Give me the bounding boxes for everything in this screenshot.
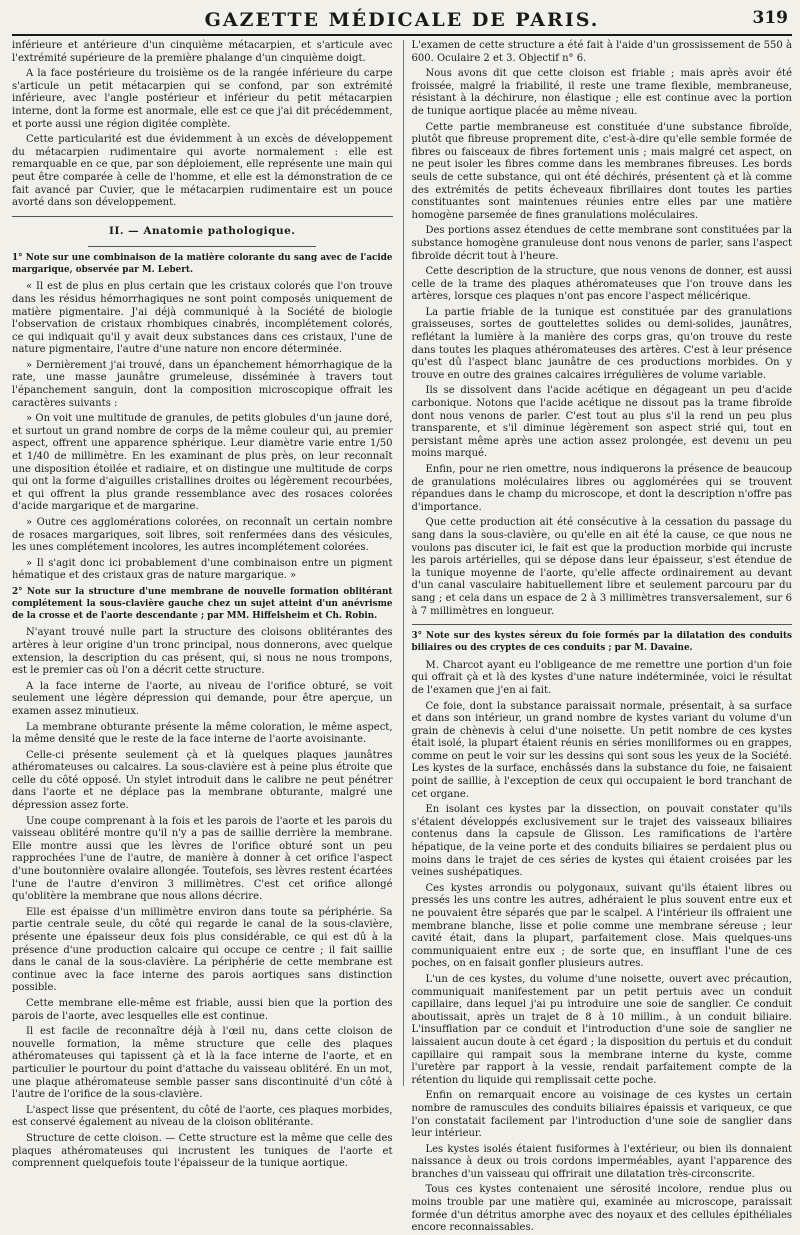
paragraph: M. Charcot ayant eu l'obligeance de me remettre une portion d'un foie qui offrait çà et là des kystes d'une nature indéterminée, voici le résultat de l'examen que j'en ai fait. (411, 659, 792, 696)
page-header (12, 6, 792, 36)
paragraph: En isolant ces kystes par la dissection, on pouvait constater qu'ils s'étaient développés exclusivement sur le trajet des vaisseaux biliaires contenus dans la capsule de Glisson. Les ramifications de l'artère hépatique, de la veine porte et des conduits biliaires se perdaient plus ou moins dans le trajet de ces séries de kystes qui étaient croisées par les veines sushépatiques. (411, 804, 792, 879)
paragraph: N'ayant trouvé nulle part la structure des cloisons oblitérantes des artères à leur origine d'un tronc principal, nous donnerons, avec quelque extension, la description du cas présent, qui, si nous ne nous trompons, est le premier cas où l'on a décrit cette structure. (12, 627, 393, 677)
paragraph: Celle-ci présente seulement çà et là quelques plaques jaunâtres athéromateuses ou calcaires. La sous-clavière est à peine plus étroite que celle du côté opposé. Un stylet introduit dans le calibre ne peut pénétrer dans l'aorte et ne déplace pas la membrane obturante, malgré une dépression assez forte. (12, 749, 393, 812)
paragraph: Cette membrane elle-même est friable, aussi bien que la portion des parois de l'aorte, avec lesquelles elle est continue. (12, 997, 393, 1022)
paragraph: Tous ces kystes contenaient une sérosité incolore, rendue plus ou moins trouble par une matière qui, examinée au microscope, paraissait formée d'un détritus amorphe avec des noyaux et des cellules épithéliales encore reconnaissables. (411, 1184, 792, 1234)
paragraph: Nous avons dit que cette cloison est friable ; mais après avoir été froissée, malgré la friabilité, il reste une trame flexible, membraneuse, résistant à la déchirure, non élastique ; elle est continue avec la portion de tunique aortique placée au même niveau. (411, 68, 792, 117)
paragraph: Que cette production ait été consécutive à la cessation du passage du sang dans la sous-clavière, ou qu'elle en ait été la cause, ce que nous ne voulons pas discuter ici, le fait est que la production morbide qui incruste les parois artérielles, qui se dépose dans leur épaisseur, s'est étendue de la tunique moyenne de l'aorte, qu'elle affecte ordinairement au devant d'un canal vasculaire habituellement libre et seulement parcouru par du sang ; et cela dans un espace de 2 à 3 millimètres transversalement, sur 6 à 7 millimètres en longueur. (411, 517, 792, 617)
note-divider (412, 624, 793, 625)
paragraph: Ces kystes arrondis ou polygonaux, suivant qu'ils étaient libres ou pressés les uns contre les autres, adhéraient le plus souvent entre eux et ne pouvaient être séparés que par le scalpel. A l'intérieur ils offraient une membrane blanche, lisse et polie comme une membrane séreuse ; leur cavité était, dans la plupart, parfaitement close. Mais quelques-uns communiquaient entre eux ; de sorte que, en insufflant l'une de ces poches, on en faisait gonfler plusieurs autres. (411, 882, 792, 970)
columns (12, 40, 792, 1234)
paragraph: Une coupe comprenant à la fois et les parois de l'aorte et les parois du vaisseau oblitéré montre qu'il n'y a pas de saillie derrière la membrane. Elle montre aussi que les lèvres de l'orifice obturé sont un peu rapprochées l'une de l'autre, de manière à donner à cet orifice l'aspect d'une boutonnière ovalaire allongée. Toutefois, ses lèvres restent écartées l'une de l'autre d'environ 3 millimètres. C'est cet orifice allongé qu'oblitère la membrane que nous allons décrire. (12, 815, 393, 903)
paragraph: inférieure et antérieure d'un cinquième métacarpien, et s'articule avec l'extrémité supérieure de la première phalange d'un cinquième doigt. (12, 40, 393, 64)
paragraph: Il est facile de reconnaître déjà à l'œil nu, dans cette cloison de nouvelle formation, la même structure que celle des plaques athéromateuses qui tapissent çà et là la face interne de l'aorte, et en particulier le pourtour du point d'attache du vaisseau oblitéré. En un mot, une plaque athéromateuse semble passer sans discontinuité d'un côté à l'autre de l'orifice de la sous-clavière. (12, 1026, 393, 1101)
paragraph: Ce foie, dont la substance paraissait normale, présentait, à sa surface et dans son intérieur, un grand nombre de kystes variant du volume d'un grain de chènevis à celui d'une noisette. Un petit nombre de ces kystes était isolé, la plupart étaient réunis en séries moniliformes ou en grappes, comme on peut le voir sur les dessins qui sont sous les yeux de la Société. Les kystes de la surface, enchâssés dans la substance du foie, ne faisaient point de saillie, à l'exception de ceux qui occupaient le bord tranchant de cet organe. (411, 700, 792, 800)
note-heading: 2° Note sur la structure d'une membrane de nouvelle formation oblitérant complétement la sous-clavière gauche chez un sujet atteint d'un anévrisme de la crosse et de l'aorte descendante ; par MM. Hiffelsheim et Ch. Robin. (12, 586, 393, 621)
section-divider (12, 216, 393, 217)
page-number: 319 (752, 8, 788, 28)
left-column (12, 40, 393, 1170)
paragraph: Cette description de la structure, que nous venons de donner, est aussi celle de la trame des plaques athéromateuses que l'on trouve dans les artères, lorsque ces plaques n'ont pas encore l'aspect mélicérique. (411, 266, 792, 303)
paragraph: Ils se dissolvent dans l'acide acétique en dégageant un peu d'acide carbonique. Notons que l'acide acétique ne dissout pas la trame fibroïde dont nous venons de parler. C'est tout au plus s'il la rend un peu plus transparente, et s'il diminue légèrement son aspect strié qui, tout en persistant même après une action assez prolongée, est devenu un peu moins marqué. (411, 385, 792, 460)
paragraph: L'un de ces kystes, du volume d'une noisette, ouvert avec précaution, communiquait manifestement par un petit pertuis avec un conduit capillaire, dans lequel j'ai pu introduire une soie de sanglier. Ce conduit aboutissait, après un trajet de 8 à 10 millim., à un conduit biliaire. L'insufflation par ce conduit et l'introduction d'une soie de sanglier ne laissaient aucun doute à cet égard ; la disposition du pertuis et du conduit capillaire qui rampait sous la membrane interne du kyste, comme l'uretère par rapport à la vessie, rendait parfaitement compte de la rétention du liquide qui remplissait cette poche. (411, 973, 792, 1086)
paragraph: A la face postérieure du troisième os de la rangée inférieure du carpe s'articule un petit métacarpien qui se confond, par son extrémité inférieure, avec l'angle postérieur et inférieur du petit métacarpien interne, dont la forme est anormale, elle est ce que j'ai dit précédemment, et porte aussi une région digitée complète. (12, 68, 393, 130)
right-column (403, 40, 793, 1234)
paragraph: Cette partie membraneuse est constituée d'une substance fibroïde, plutôt que fibreuse proprement dite, c'est-à-dire qu'elle semble formée de fibres ou faisceaux de fibres fortement unis ; mais malgré cet aspect, on ne peut isoler les fibres comme dans les membranes fibreuses. Les bords seuls de cette substance, qui ont été déchirés, présentent çà et là comme des extrémités de petits écheveaux fibrillaires dont toutes les parties constituantes sont maintenues réunies entre elles par une matière homogène parsemée de fines granulations moléculaires. (411, 121, 792, 221)
paragraph: « Il est de plus en plus certain que les cristaux colorés que l'on trouve dans les résidus hémorrhagiques ne sont point composés uniquement de matière pigmentaire. J'ai déjà communiqué à la Société de biologie l'observation de cristaux rhombiques cinabrés, incomplétement colorés, ce qui indiquait qu'il y avait deux substances dans ces cristaux, l'une de nature pigmentaire, l'autre d'une nature non encore déterminée. (12, 281, 393, 356)
section-title: II. — Anatomie pathologique. (109, 224, 296, 237)
paragraph: » Il s'agit donc ici probablement d'une combinaison entre un pigment hématique et des cristaux gras de nature margarique. » (12, 557, 393, 582)
journal-title: GAZETTE MÉDICALE DE PARIS. (204, 9, 600, 31)
paragraph: Enfin on remarquait encore au voisinage de ces kystes un certain nombre de ramuscules des conduits biliaires épaissis et variqueux, ce que l'on constatait facilement par l'introduction d'une soie de sanglier dans leur intérieur. (411, 1090, 792, 1140)
paragraph: Enfin, pour ne rien omettre, nous indiquerons la présence de beaucoup de granulations moléculaires libres ou agglomérées qui se trouvent répandues dans le champ du microscope, et dont la description n'offre pas d'importance. (411, 464, 792, 513)
paragraph: Des portions assez étendues de cette membrane sont constituées par la substance homogène granuleuse dont nous venons de parler, sans l'aspect fibroïde décrit tout à l'heure. (411, 225, 792, 262)
paragraph: » Dernièrement j'ai trouvé, dans un épanchement hémorrhagique de la rate, une masse jaunâtre grumeleuse, disséminée à travers tout l'épanchement sanguin, dont la composition microscopique offrait les caractères suivants : (12, 359, 393, 409)
note-heading: 1° Note sur une combinaison de la matière colorante du sang avec de l'acide margarique, observée par M. Lebert. (12, 252, 393, 275)
paragraph: Structure de cette cloison. — Cette structure est la même que celle des plaques athéromateuses qui incrustent les tuniques de l'aorte et comprennent quelquefois toute l'épaisseur de la tunique aortique. (12, 1132, 393, 1170)
section-divider (88, 246, 316, 247)
paragraph: La partie friable de la tunique est constituée par des granulations graisseuses, sortes de gouttelettes solides ou demi-solides, jaunâtres, reflétant la lumière à la manière des corps gras, qu'on trouve du reste dans toutes les plaques athéromateuses des artères. C'est à leur présence qu'est dû l'aspect blanc jaunâtre de ces productions morbides. On y trouve en outre des graines calcaires irrégulières de volume variable. (411, 306, 792, 381)
paragraph: » On voit une multitude de granules, de petits globules d'un jaune doré, et surtout un grand nombre de corps de la même couleur qui, au premier aspect, offrent une apparence sphérique. Leur diamètre varie entre 1/50 et 1/40 de millimètre. En les examinant de plus près, on leur reconnaît une disposition étoilée et radiaire, et on distingue une multitude de corps qui ont la forme d'aiguilles cristallines droites ou légèrement recourbées, et qui offrent la plus grande ressemblance avec des rosaces colorées d'acide margarique et de margarine. (12, 413, 393, 513)
note-heading: 3° Note sur des kystes séreux du foie formés par la dilatation des conduits biliaires ou des cryptes de ces conduits ; par M. Davaine. (411, 631, 792, 653)
paragraph: » Outre ces agglomérations colorées, on reconnaît un certain nombre de rosaces margariques, soit libres, soit renfermées dans des vésicules, les unes complétement incolores, les autres incomplétement colorées. (12, 517, 393, 554)
paragraph: Les kystes isolés étaient fusiformes à l'extérieur, ou bien ils donnaient naissance à deux ou trois cordons imperméables, ayant l'apparence des branches d'un vaisseau qui offrirait une dilatation très-circonscrite. (411, 1143, 792, 1180)
paragraph: L'aspect lisse que présentent, du côté de l'aorte, ces plaques morbides, est conservé également au niveau de la cloison oblitérante. (12, 1104, 393, 1129)
paragraph: La membrane obturante présente la même coloration, le même aspect, la même densité que le reste de la face interne de l'aorte avoisinante. (12, 721, 393, 746)
paragraph: A la face interne de l'aorte, au niveau de l'orifice obturé, se voit seulement une légère dépression qui demande, pour être aperçue, un examen assez minutieux. (12, 680, 393, 717)
paragraph: Cette particularité est due évidemment à un excès de développement du métacarpien rudimentaire qui avorte normalement : elle est remarquable en ce que, par son déploiement, elle représente une main qui peut être comparée à celle de l'homme, et elle est la démonstration de ce fait avancé par Cuvier, que le métacarpien rudimentaire est un pouce avorté dans son développement. (12, 134, 393, 209)
paragraph: Elle est épaisse d'un millimètre environ dans toute sa périphérie. Sa partie centrale seule, du côté qui regarde le canal de la sous-clavière, présente une épaisseur deux fois plus considérable, ce qui est dû à la présence d'une production calcaire qui occupe ce centre ; il fait saillie dans le canal de la sous-clavière. La périphérie de cette membrane est continue avec la face interne des parois aortiques sans distinction possible. (12, 906, 393, 994)
paragraph: L'examen de cette structure a été fait à l'aide d'un grossissement de 550 à 600. Oculaire 2 et 3. Objectif n° 6. (411, 40, 792, 64)
